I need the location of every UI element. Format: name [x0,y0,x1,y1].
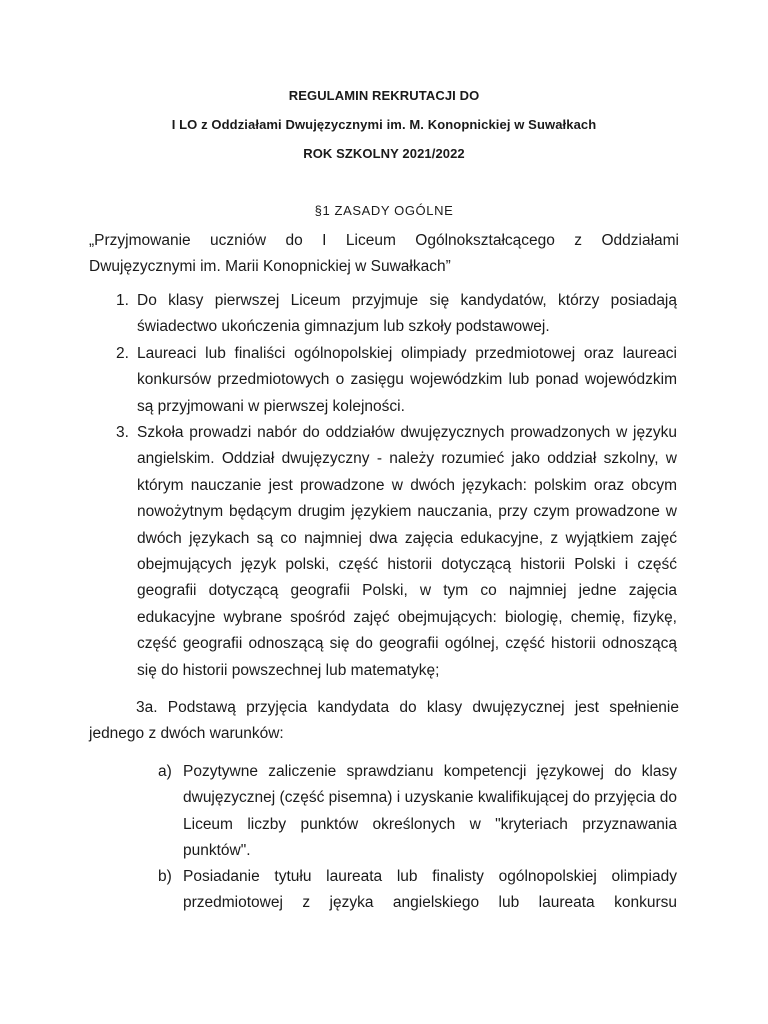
list-item: Posiadanie tytułu laureata lub finalisty ogólnopolskiej olimpiady przedmiotowej z języka angielskiego lub laureata konkursu [183,868,677,912]
list-item-number: 2. [116,345,129,362]
list-item-letter: b) [158,868,172,885]
section-heading: §1 ZASADY OGÓLNE [314,203,454,218]
list-item: Do klasy pierwszej Liceum przyjmuje się kandydatów, którzy posiadają świadectwo ukończenia gimnazjum lub szkoły podstawowej. [137,292,677,336]
paragraph-3a: 3a. Podstawą przyjęcia kandydata do klasy dwujęzycznej jest spełnienie jednego z dwóch warunków: [89,699,679,742]
title-line-3: ROK SZKOLNY 2021/2022 [303,146,465,161]
list-item-number: 1. [116,292,129,309]
list-item: Szkoła prowadzi nabór do oddziałów dwujęzycznych prowadzonych w języku angielskim. Oddział dwujęzyczny - należy rozumieć jako oddział szkolny, w którym nauczanie jest prowadzone w dwóch językach: polskim oraz obcym nowożytnym będącym drugim językiem nauczania, przy czym prowadzone w dwóch językach są co najmniej dwa zajęcia edukacyjne, z wyjątkiem zajęć obejmujących język polski, część historii dotyczącą historii Polski i część geografii dotyczącą geografii Polski, w tym co najmniej jedne zajęcia edukacyjne wybrane spośród zajęć obejmujących: biologię, chemię, fizykę, część geografii odnoszącą się do geografii ogólnej, część historii odnoszącą się do historii powszechnej lub matematykę; [137,424,677,679]
list-item: Laureaci lub finaliści ogólnopolskiej olimpiady przedmiotowej oraz laureaci konkursów przedmiotowych o zasięgu wojewódzkim lub ponad wojewódzkim są przyjmowani w pierwszej kolejności. [137,345,677,415]
title-line-1: REGULAMIN REKRUTACJI DO [288,88,480,103]
list-item-number: 3. [116,424,129,441]
intro-paragraph: „Przyjmowanie uczniów do I Liceum Ogólnokształcącego z Oddziałami Dwujęzycznymi im. Marii Konopnickiej w Suwałkach” [89,232,679,275]
list-item: Pozytywne zaliczenie sprawdzianu kompetencji językowej do klasy dwujęzycznej (część pisemna) i uzyskanie kwalifikującej do przyjęcia do Liceum liczby punktów określonych w "kryteriach przyznawania punktów". [183,763,677,860]
list-item-letter: a) [158,763,172,780]
title-line-2: I LO z Oddziałami Dwujęzycznymi im. M. Konopnickiej w Suwałkach [171,117,597,132]
